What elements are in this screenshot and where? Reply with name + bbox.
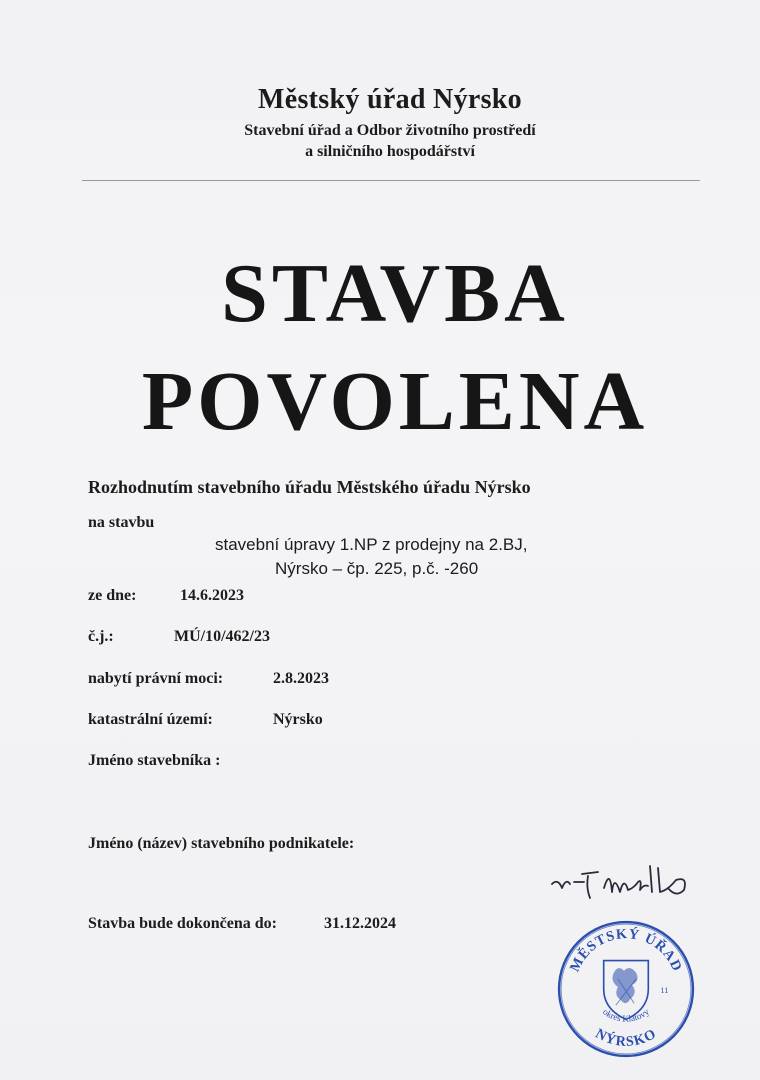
headline-povolena: POVOLENA [141, 355, 649, 448]
office-subtitle-line1: Stavební úřad a Odbor životního prostředí [244, 122, 536, 139]
dokonceni-label: Stavba bude dokončena do: [88, 915, 277, 932]
official-stamp [555, 918, 697, 1060]
dokonceni-value: 31.12.2024 [324, 915, 396, 932]
svg-text:MĚSTSKÝ ÚŘAD [567, 925, 685, 974]
headline-stavba: STAVBA [221, 247, 569, 340]
svg-text:okres Klatovy [601, 1006, 651, 1023]
pravni-moc-value: 2.8.2023 [273, 670, 329, 687]
ze-dne-label: ze dne: [88, 587, 137, 604]
stamp-top-text: MĚSTSKÝ ÚŘAD [566, 926, 686, 975]
office-subtitle-line2: a silničního hospodářství [305, 143, 475, 160]
pravni-moc-label: nabytí právní moci: [88, 670, 224, 687]
cj-label: č.j.: [88, 628, 114, 645]
cj-value: MÚ/10/462/23 [174, 628, 270, 645]
podnikatel-label: Jméno (název) stavebního podnikatele: [88, 835, 355, 852]
stavba-description-line1: stavební úpravy 1.NP z prodejny na 2.BJ, [215, 535, 528, 554]
stamp-district-text: okres Klatovy [601, 1006, 651, 1024]
office-title: Městský úřad Nýrsko [258, 84, 522, 115]
stavebnik-label: Jméno stavebníka : [88, 752, 221, 769]
stamp-bottom-text: NÝRSKO [592, 1025, 660, 1051]
stavba-description-line2: Nýrsko – čp. 225, p.č. -260 [275, 559, 479, 578]
katastr-value: Nýrsko [273, 711, 323, 728]
svg-text:NÝRSKO [593, 1026, 660, 1050]
katastr-label: katastrální území: [88, 711, 213, 728]
stamp-number: 11 [660, 986, 669, 996]
handwritten-signature [548, 858, 718, 908]
ze-dne-value: 14.6.2023 [180, 587, 244, 604]
decision-intro: Rozhodnutím stavebního úřadu Městského úřadu Nýrsko [88, 477, 531, 497]
na-stavbu-label: na stavbu [88, 514, 155, 531]
header-divider [82, 180, 700, 181]
